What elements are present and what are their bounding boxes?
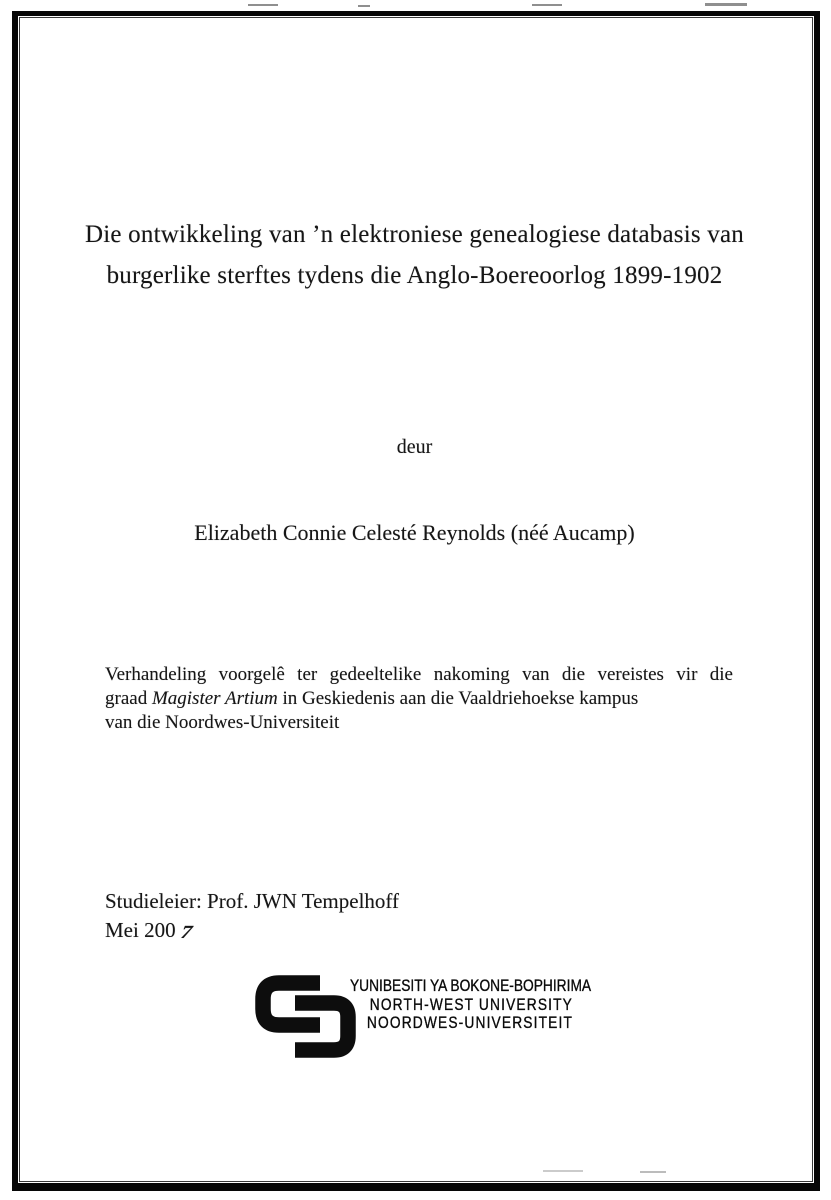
author-name: Elizabeth Connie Celesté Reynolds (néé Aucamp) bbox=[194, 520, 635, 545]
supervisor-date-block bbox=[105, 887, 399, 945]
date-line bbox=[105, 916, 399, 945]
scan-artifact bbox=[543, 1170, 583, 1172]
scan-artifact bbox=[640, 1171, 666, 1173]
university-logo-text bbox=[349, 976, 592, 1033]
thesis-title bbox=[24, 214, 805, 296]
degree-statement bbox=[105, 663, 733, 735]
scan-artifact bbox=[532, 4, 562, 6]
date-prefix: Mei 200 bbox=[105, 918, 176, 942]
byline-label: deur bbox=[396, 436, 433, 458]
degree-statement-line2 bbox=[105, 687, 733, 711]
logo-text-afrikaans: NOORDWES-UNIVERSITEIT bbox=[366, 1013, 573, 1032]
degree-name-italic: Magister Artium bbox=[151, 688, 278, 709]
degree-statement-line2-prefix: graad bbox=[105, 688, 152, 709]
university-logo bbox=[255, 971, 592, 1063]
supervisor-line: Studieleier: Prof. JWN Tempelhoff bbox=[105, 889, 400, 913]
nwu-interlocked-links-icon bbox=[255, 973, 356, 1060]
scan-artifact bbox=[358, 5, 370, 7]
logo-text-english: NORTH-WEST UNIVERSITY bbox=[369, 994, 573, 1014]
thesis-title-line2: burgerlike sterftes tydens die Anglo-Boereoorlog 1899-1902 bbox=[106, 262, 723, 289]
degree-statement-line1: Verhandeling voorgelê ter gedeeltelike nakoming van die vereistes vir die bbox=[105, 664, 733, 685]
date-last-digit: 7 bbox=[176, 921, 196, 943]
logo-text-setswana: YUNIBESITI YA BOKONE-BOPHIRIMA bbox=[349, 976, 592, 995]
thesis-title-line1: Die ontwikkeling van ’n elektroniese genealogiese databasis van bbox=[85, 221, 744, 248]
degree-statement-line3: van die Noordwes-Universiteit bbox=[105, 712, 340, 733]
degree-statement-line2-suffix: in Geskiedenis aan die Vaaldriehoekse kampus bbox=[277, 688, 639, 709]
scan-artifact bbox=[248, 4, 278, 6]
scan-artifact bbox=[705, 3, 747, 6]
